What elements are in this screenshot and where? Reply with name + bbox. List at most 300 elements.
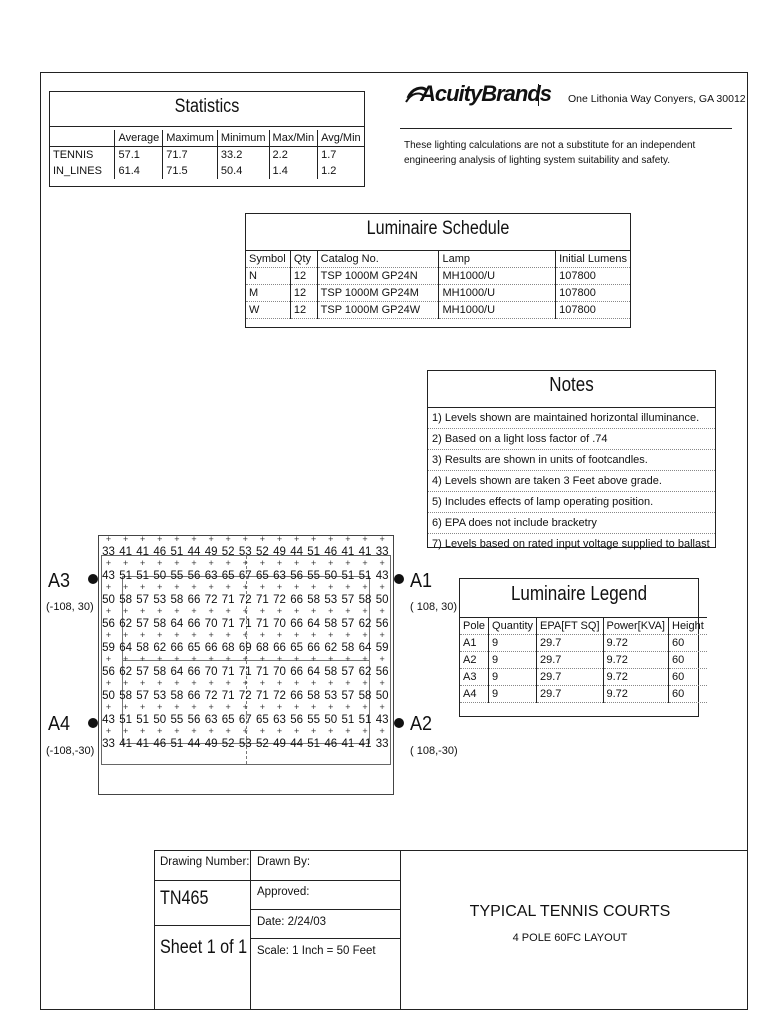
grid-point-marker: + xyxy=(293,678,300,688)
col-maxmin: Max/Min xyxy=(269,130,318,147)
illuminance-value: 33 xyxy=(375,738,389,750)
illuminance-value: 71 xyxy=(238,666,252,678)
illuminance-value: 41 xyxy=(119,738,132,750)
grid-point-marker: + xyxy=(191,534,197,544)
pole-a4-marker xyxy=(88,718,98,728)
illuminance-value: 66 xyxy=(273,642,286,654)
illuminance-value: 58 xyxy=(341,642,355,654)
grid-point-marker: + xyxy=(242,726,248,736)
grid-point-marker: + xyxy=(225,606,231,616)
grid-point-marker: + xyxy=(191,702,197,712)
illuminance-value: 62 xyxy=(153,642,167,654)
grid-point-marker: + xyxy=(191,678,197,688)
illuminance-value: 44 xyxy=(290,546,303,558)
illuminance-value: 58 xyxy=(153,666,167,678)
illuminance-value: 51 xyxy=(358,570,372,582)
grid-point-marker: + xyxy=(362,534,368,544)
grid-point-marker: + xyxy=(105,534,112,544)
grid-point-marker: + xyxy=(311,702,317,712)
list-item: 6) EPA does not include bracketry xyxy=(428,513,715,534)
illuminance-value: 41 xyxy=(119,546,132,558)
illuminance-value: 53 xyxy=(238,738,252,750)
grid-point-marker: + xyxy=(259,678,266,688)
scale-label: Scale: 1 Inch = 50 Feet xyxy=(257,945,376,957)
illuminance-value: 51 xyxy=(119,714,132,726)
illuminance-value: 71 xyxy=(221,594,235,606)
grid-point-marker: + xyxy=(293,654,300,664)
illuminance-value: 65 xyxy=(187,642,201,654)
title-block xyxy=(154,850,748,1010)
grid-point-marker: + xyxy=(140,582,146,592)
list-item: 3) Results are shown in units of footcandles. xyxy=(428,450,715,471)
illuminance-value: 56 xyxy=(375,666,389,678)
grid-point-marker: + xyxy=(362,678,368,688)
table-row: M 12 TSP 1000M GP24M MH1000/U 107800 xyxy=(246,285,630,302)
grid-point-marker: + xyxy=(105,582,112,592)
grid-point-marker: + xyxy=(191,558,197,568)
approved-label: Approved: xyxy=(257,886,310,898)
grid-point-marker: + xyxy=(157,606,163,616)
illuminance-value: 43 xyxy=(102,714,115,726)
grid-point-marker: + xyxy=(345,582,351,592)
grid-point-marker: + xyxy=(174,678,180,688)
illuminance-value: 57 xyxy=(341,666,355,678)
illuminance-value: 56 xyxy=(290,714,303,726)
illuminance-value: 57 xyxy=(136,690,150,702)
illuminance-value: 41 xyxy=(358,738,372,750)
illuminance-value: 57 xyxy=(341,594,355,606)
sheet-number: Sheet 1 of 1 xyxy=(160,937,248,958)
illuminance-value: 58 xyxy=(170,690,184,702)
grid-point-marker: + xyxy=(105,702,112,712)
illuminance-value: 46 xyxy=(153,546,167,558)
illuminance-value: 64 xyxy=(358,642,372,654)
illuminance-value: 66 xyxy=(187,690,201,702)
illuminance-value: 72 xyxy=(204,690,218,702)
grid-point-marker: + xyxy=(191,606,197,616)
illuminance-value: 65 xyxy=(221,714,235,726)
grid-point-marker: + xyxy=(242,702,248,712)
illuminance-value: 58 xyxy=(307,690,321,702)
grid-point-marker: + xyxy=(191,654,197,664)
illuminance-value: 72 xyxy=(273,690,286,702)
illuminance-value: 51 xyxy=(136,714,150,726)
grid-point-marker: + xyxy=(311,534,317,544)
grid-point-marker: + xyxy=(174,702,180,712)
pole-a2-marker xyxy=(394,718,404,728)
logo-text: AcuityBrands xyxy=(420,81,552,106)
illuminance-value: 51 xyxy=(119,570,132,582)
grid-point-marker: + xyxy=(259,630,266,640)
illuminance-value: 53 xyxy=(153,690,167,702)
illuminance-value: 66 xyxy=(290,666,303,678)
grid-point-marker: + xyxy=(311,606,317,616)
illuminance-value: 41 xyxy=(358,546,372,558)
schedule-title: Luminaire Schedule xyxy=(366,218,510,239)
illuminance-value: 53 xyxy=(153,594,167,606)
illuminance-value: 66 xyxy=(187,666,201,678)
illuminance-value: 66 xyxy=(290,618,303,630)
illuminance-value: 71 xyxy=(221,666,235,678)
pole-a1-label: A1 xyxy=(410,570,433,592)
table-row: N 12 TSP 1000M GP24N MH1000/U 107800 xyxy=(246,268,630,285)
illuminance-value: 72 xyxy=(204,594,218,606)
grid-point-marker: + xyxy=(225,702,231,712)
grid-point-marker: + xyxy=(105,606,112,616)
illuminance-value: 63 xyxy=(204,570,218,582)
illuminance-value: 50 xyxy=(102,594,115,606)
grid-point-marker: + xyxy=(379,654,385,664)
grid-point-marker: + xyxy=(259,702,266,712)
illuminance-value: 56 xyxy=(375,618,389,630)
illuminance-value: 51 xyxy=(170,738,184,750)
grid-point-marker: + xyxy=(362,606,368,616)
grid-point-marker: + xyxy=(157,726,163,736)
illuminance-value: 41 xyxy=(136,738,150,750)
illuminance-value: 57 xyxy=(341,618,355,630)
drawing-number-label: Drawing Number: xyxy=(160,856,250,868)
illuminance-value: 58 xyxy=(119,594,132,606)
grid-point-marker: + xyxy=(293,534,300,544)
illuminance-value: 66 xyxy=(204,642,218,654)
grid-point-marker: + xyxy=(174,558,180,568)
list-item: 7) Levels based on rated input voltage supplied to ballast xyxy=(432,538,710,550)
grid-point-marker: + xyxy=(225,654,231,664)
grid-point-marker: + xyxy=(362,558,368,568)
grid-point-marker: + xyxy=(328,630,334,640)
grid-point-marker: + xyxy=(140,726,146,736)
grid-point-marker: + xyxy=(276,558,283,568)
illuminance-value: 62 xyxy=(358,618,372,630)
grid-point-marker: + xyxy=(140,702,146,712)
grid-point-marker: + xyxy=(208,582,214,592)
illuminance-value: 51 xyxy=(307,546,321,558)
grid-point-marker: + xyxy=(259,558,266,568)
grid-point-marker: + xyxy=(379,726,385,736)
grid-point-marker: + xyxy=(362,630,368,640)
grid-point-marker: + xyxy=(379,558,385,568)
illuminance-value: 51 xyxy=(307,738,321,750)
grid-point-marker: + xyxy=(122,654,129,664)
illuminance-value: 58 xyxy=(324,666,338,678)
illuminance-value: 58 xyxy=(170,594,184,606)
grid-point-marker: + xyxy=(276,678,283,688)
grid-point-marker: + xyxy=(140,678,146,688)
table-row: A4 9 29.7 9.72 60 xyxy=(460,686,707,703)
grid-point-marker: + xyxy=(345,678,351,688)
grid-point-marker: + xyxy=(208,654,214,664)
illuminance-value: 49 xyxy=(204,738,218,750)
illuminance-value: 71 xyxy=(255,690,269,702)
illuminance-value: 51 xyxy=(170,546,184,558)
illuminance-value: 58 xyxy=(324,618,338,630)
grid-point-marker: + xyxy=(242,678,248,688)
grid-point-marker: + xyxy=(276,726,283,736)
illuminance-value: 58 xyxy=(153,618,167,630)
illuminance-value: 50 xyxy=(375,594,389,606)
illuminance-value: 43 xyxy=(102,570,115,582)
illuminance-value: 70 xyxy=(204,618,218,630)
list-item: 4) Levels shown are taken 3 Feet above grade. xyxy=(428,471,715,492)
illuminance-value: 33 xyxy=(102,738,115,750)
table-row: A1 9 29.7 9.72 60 xyxy=(460,635,707,652)
pole-a3-label: A3 xyxy=(48,570,71,592)
illuminance-value: 50 xyxy=(324,570,338,582)
drawn-by-label: Drawn By: xyxy=(257,856,311,868)
statistics-table xyxy=(50,130,364,179)
grid-point-marker: + xyxy=(293,582,300,592)
illuminance-value: 56 xyxy=(187,570,201,582)
grid-point-marker: + xyxy=(379,630,385,640)
illuminance-value: 70 xyxy=(204,666,218,678)
col-maximum: Maximum xyxy=(163,130,218,147)
illuminance-value: 56 xyxy=(102,666,115,678)
illuminance-value: 57 xyxy=(136,618,150,630)
grid-point-marker: + xyxy=(208,678,214,688)
grid-point-marker: + xyxy=(122,534,129,544)
notes-list xyxy=(428,407,715,554)
grid-point-marker: + xyxy=(328,726,334,736)
grid-point-marker: + xyxy=(122,702,129,712)
illuminance-value: 66 xyxy=(170,642,184,654)
illuminance-value: 65 xyxy=(255,714,269,726)
list-item: 1) Levels shown are maintained horizontal illuminance. xyxy=(428,408,715,429)
notes-box xyxy=(427,370,716,548)
illuminance-value: 66 xyxy=(307,642,321,654)
grid-point-marker: + xyxy=(259,654,266,664)
grid-point-marker: + xyxy=(242,606,248,616)
illuminance-value: 58 xyxy=(136,642,150,654)
illuminance-value: 58 xyxy=(358,594,372,606)
illuminance-value: 41 xyxy=(341,546,355,558)
grid-point-marker: + xyxy=(225,558,231,568)
grid-point-marker: + xyxy=(225,726,231,736)
illuminance-value: 43 xyxy=(375,570,389,582)
table-row: W 12 TSP 1000M GP24W MH1000/U 107800 xyxy=(246,302,630,319)
statistics-box xyxy=(49,91,365,187)
illuminance-value: 59 xyxy=(375,642,389,654)
illuminance-value: 55 xyxy=(307,714,321,726)
illuminance-value: 49 xyxy=(204,546,218,558)
grid-point-marker: + xyxy=(140,606,146,616)
pole-a1-coord: ( 108, 30) xyxy=(410,601,458,613)
grid-point-marker: + xyxy=(140,654,146,664)
grid-point-marker: + xyxy=(276,534,283,544)
illuminance-value: 71 xyxy=(255,594,269,606)
grid-point-marker: + xyxy=(328,606,334,616)
grid-point-marker: + xyxy=(379,606,385,616)
illuminance-value: 51 xyxy=(136,570,150,582)
legend-title: Luminaire Legend xyxy=(510,583,648,605)
grid-point-marker: + xyxy=(293,558,300,568)
grid-point-marker: + xyxy=(276,702,283,712)
illuminance-value: 53 xyxy=(324,594,338,606)
table-row: A3 9 29.7 9.72 60 xyxy=(460,669,707,686)
illuminance-value: 53 xyxy=(238,546,252,558)
illuminance-value: 44 xyxy=(187,738,201,750)
schedule-table: Symbol Qty Catalog No. Lamp Initial Lumens N 12 TSP 1000M GP24N MH1000/U 107800 M 12 TSP 1000M GP24M MH1000/U 107800 W 12 TSP 1000M GP24W MH1000/U 107800 xyxy=(246,250,630,319)
grid-point-marker: + xyxy=(362,702,368,712)
drawing-subtitle: 4 POLE 60FC LAYOUT xyxy=(512,932,628,944)
grid-point-marker: + xyxy=(157,678,163,688)
grid-point-marker: + xyxy=(140,630,146,640)
grid-point-marker: + xyxy=(293,630,300,640)
illuminance-value: 64 xyxy=(119,642,132,654)
grid-point-marker: + xyxy=(328,534,334,544)
grid-point-marker: + xyxy=(242,582,248,592)
grid-point-marker: + xyxy=(174,606,180,616)
illuminance-value: 51 xyxy=(358,714,372,726)
grid-point-marker: + xyxy=(311,558,317,568)
illuminance-value: 55 xyxy=(170,570,184,582)
illuminance-value: 57 xyxy=(136,666,150,678)
grid-point-marker: + xyxy=(208,630,214,640)
grid-point-marker: + xyxy=(174,534,180,544)
grid-point-marker: + xyxy=(208,534,214,544)
grid-point-marker: + xyxy=(345,630,351,640)
illuminance-value: 62 xyxy=(324,642,338,654)
grid-point-marker: + xyxy=(174,630,180,640)
illuminance-value: 33 xyxy=(102,546,115,558)
illuminance-value: 68 xyxy=(255,642,269,654)
grid-point-marker: + xyxy=(328,582,334,592)
grid-point-marker: + xyxy=(157,654,163,664)
grid-point-marker: + xyxy=(259,726,266,736)
grid-point-marker: + xyxy=(379,678,385,688)
illuminance-value: 65 xyxy=(255,570,269,582)
illuminance-value: 67 xyxy=(238,714,252,726)
pole-a4-coord: (-108,-30) xyxy=(46,745,95,757)
grid-point-marker: + xyxy=(140,534,146,544)
grid-point-marker: + xyxy=(362,726,368,736)
illuminance-value: 69 xyxy=(238,642,252,654)
grid-point-marker: + xyxy=(191,582,197,592)
grid-point-marker: + xyxy=(345,558,351,568)
illuminance-value: 71 xyxy=(221,690,235,702)
grid-point-marker: + xyxy=(311,630,317,640)
grid-point-marker: + xyxy=(157,702,163,712)
illuminance-value: 50 xyxy=(324,714,338,726)
grid-point-marker: + xyxy=(191,630,197,640)
illuminance-value: 64 xyxy=(307,618,321,630)
illuminance-value: 62 xyxy=(119,666,132,678)
illuminance-value: 62 xyxy=(119,618,132,630)
illuminance-value: 72 xyxy=(238,690,252,702)
grid-point-marker: + xyxy=(276,582,283,592)
grid-point-marker: + xyxy=(242,534,248,544)
illuminance-value: 33 xyxy=(375,546,389,558)
illuminance-value: 52 xyxy=(255,738,269,750)
illuminance-value: 71 xyxy=(255,666,269,678)
legend-table: Pole Quantity EPA[FT SQ] Power[KVA] Height A1 9 29.7 9.72 60 A2 9 29.7 9.72 60 A3 9 29.7 9.72 60 A4 9 29.7 9.72 60 xyxy=(460,617,707,703)
grid-point-marker: + xyxy=(140,558,146,568)
illuminance-value: 46 xyxy=(153,738,167,750)
pole-a2-coord: ( 108,-30) xyxy=(410,745,458,757)
grid-point-marker: + xyxy=(174,726,180,736)
grid-point-marker: + xyxy=(242,558,248,568)
pole-a3-marker xyxy=(88,574,98,584)
col-average: Average xyxy=(115,130,163,147)
acuity-brands-logo xyxy=(404,80,552,110)
grid-point-marker: + xyxy=(105,558,112,568)
illuminance-value: 52 xyxy=(221,546,235,558)
table-row: TENNIS 57.1 71.7 33.2 2.2 1.7 xyxy=(50,147,364,164)
illuminance-value: 71 xyxy=(221,618,235,630)
grid-point-marker: + xyxy=(225,534,231,544)
grid-point-marker: + xyxy=(362,654,368,664)
grid-point-marker: + xyxy=(345,606,351,616)
grid-point-marker: + xyxy=(105,654,112,664)
grid-point-marker: + xyxy=(328,702,334,712)
grid-point-marker: + xyxy=(157,558,163,568)
illuminance-value: 50 xyxy=(153,570,167,582)
grid-point-marker: + xyxy=(122,582,129,592)
col-minimum: Minimum xyxy=(217,130,269,147)
grid-point-marker: + xyxy=(293,726,300,736)
illuminance-value: 41 xyxy=(341,738,355,750)
grid-point-marker: + xyxy=(225,630,231,640)
illuminance-value: 56 xyxy=(290,570,303,582)
grid-point-marker: + xyxy=(259,534,266,544)
luminaire-legend xyxy=(459,578,704,717)
illuminance-value: 64 xyxy=(170,618,184,630)
illuminance-value: 64 xyxy=(170,666,184,678)
illuminance-value: 55 xyxy=(170,714,184,726)
illuminance-value: 71 xyxy=(255,618,269,630)
illuminance-value: 50 xyxy=(375,690,389,702)
illuminance-value: 51 xyxy=(341,570,355,582)
illuminance-value: 58 xyxy=(119,690,132,702)
grid-point-marker: + xyxy=(174,654,180,664)
table-row: IN_LINES 61.4 71.5 50.4 1.4 1.2 xyxy=(50,163,364,179)
grid-point-marker: + xyxy=(208,558,214,568)
grid-point-marker: + xyxy=(276,606,283,616)
grid-point-marker: + xyxy=(328,654,334,664)
grid-point-marker: + xyxy=(122,606,129,616)
grid-point-marker: + xyxy=(379,582,385,592)
illuminance-value: 43 xyxy=(375,714,389,726)
grid-point-marker: + xyxy=(225,582,231,592)
luminaire-schedule xyxy=(245,213,631,328)
illuminance-value: 46 xyxy=(324,738,338,750)
grid-point-marker: + xyxy=(379,702,385,712)
illuminance-value: 63 xyxy=(273,570,286,582)
illuminance-value: 63 xyxy=(204,714,218,726)
illuminance-value: 50 xyxy=(102,690,115,702)
illuminance-value: 67 xyxy=(238,570,252,582)
pole-a2-label: A2 xyxy=(410,713,433,735)
grid-point-marker: + xyxy=(242,630,248,640)
grid-point-marker: + xyxy=(191,726,197,736)
grid-point-marker: + xyxy=(157,534,163,544)
grid-point-marker: + xyxy=(328,678,334,688)
grid-point-marker: + xyxy=(293,606,300,616)
col-avgmin: Avg/Min xyxy=(318,130,364,147)
illuminance-value: 57 xyxy=(136,594,150,606)
grid-point-marker: + xyxy=(311,726,317,736)
illuminance-value: 72 xyxy=(238,594,252,606)
illuminance-value: 59 xyxy=(102,642,115,654)
illuminance-value: 70 xyxy=(273,618,286,630)
grid-point-marker: + xyxy=(311,582,317,592)
list-item: 5) Includes effects of lamp operating position. xyxy=(428,492,715,513)
illuminance-value: 52 xyxy=(255,546,269,558)
grid-point-marker: + xyxy=(225,678,231,688)
grid-point-marker: + xyxy=(122,678,129,688)
grid-point-marker: + xyxy=(105,678,112,688)
grid-point-marker: + xyxy=(276,654,283,664)
illuminance-value: 49 xyxy=(273,546,286,558)
